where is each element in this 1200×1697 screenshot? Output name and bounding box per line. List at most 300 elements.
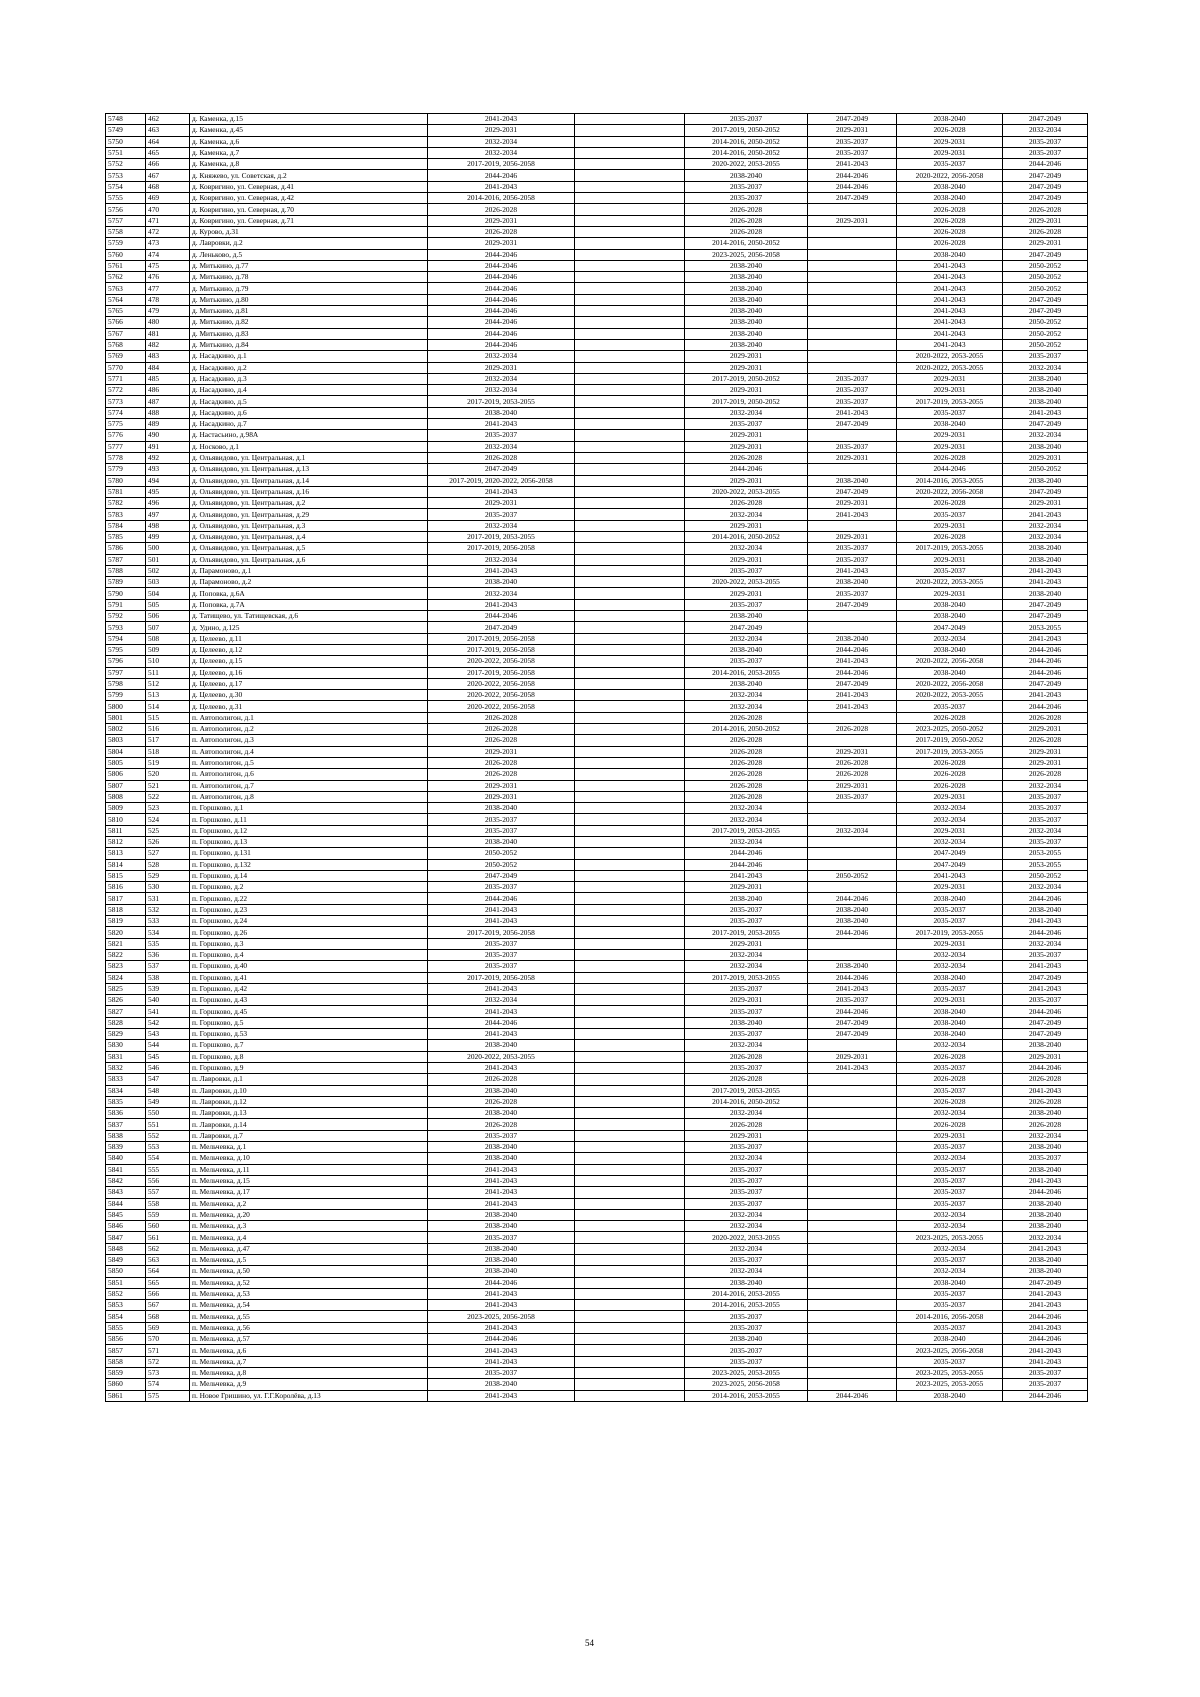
cell-period-d [808,1322,897,1333]
table-row [106,678,1088,689]
cell-period-d: 2041-2043 [808,983,897,994]
cell-period-a: 2044-2046 [428,317,575,328]
cell-period-b [575,1221,685,1232]
cell-period-c: 2035-2037 [685,1356,808,1367]
table-row [106,543,1088,554]
cell-period-e: 2041-2043 [897,272,1003,283]
cell-period-a: 2041-2043 [428,565,575,576]
table-row [106,1322,1088,1333]
cell-house-number: 563 [146,1254,190,1265]
cell-address: д. Митькино, д.83 [190,328,428,339]
cell-period-c: 2035-2037 [685,904,808,915]
cell-period-f: 2044-2046 [1003,667,1088,678]
cell-row-index: 5749 [106,125,146,136]
cell-house-number: 542 [146,1017,190,1028]
cell-period-f: 2032-2034 [1003,938,1088,949]
table-row [106,1153,1088,1164]
cell-house-number: 565 [146,1277,190,1288]
cell-period-b [575,622,685,633]
cell-period-a: 2020-2022, 2056-2058 [428,656,575,667]
cell-period-f: 2038-2040 [1003,441,1088,452]
cell-period-c: 2038-2040 [685,283,808,294]
cell-period-d [808,1198,897,1209]
cell-period-f: 2047-2049 [1003,114,1088,125]
cell-row-index: 5788 [106,565,146,576]
cell-house-number: 483 [146,351,190,362]
cell-period-a: 2038-2040 [428,837,575,848]
cell-house-number: 494 [146,475,190,486]
cell-period-d [808,1379,897,1390]
cell-house-number: 485 [146,373,190,384]
cell-period-b [575,972,685,983]
cell-period-a: 2029-2031 [428,215,575,226]
cell-period-d [808,1085,897,1096]
cell-period-c: 2032-2034 [685,633,808,644]
cell-period-f: 2038-2040 [1003,475,1088,486]
cell-house-number: 468 [146,181,190,192]
cell-address: п. Мельчевка, д.10 [190,1153,428,1164]
cell-period-a: 2044-2046 [428,1017,575,1028]
cell-period-e: 2020-2022, 2056-2058 [897,656,1003,667]
cell-address: д. Митькино, д.77 [190,260,428,271]
cell-period-f: 2047-2049 [1003,486,1088,497]
cell-period-e: 2023-2025, 2053-2055 [897,1367,1003,1378]
cell-period-b [575,712,685,723]
cell-period-d: 2038-2040 [808,904,897,915]
cell-period-d: 2044-2046 [808,644,897,655]
cell-row-index: 5775 [106,419,146,430]
cell-house-number: 537 [146,961,190,972]
cell-house-number: 547 [146,1074,190,1085]
cell-row-index: 5750 [106,136,146,147]
cell-house-number: 478 [146,294,190,305]
cell-period-d: 2050-2052 [808,870,897,881]
cell-row-index: 5808 [106,791,146,802]
cell-row-index: 5834 [106,1085,146,1096]
cell-address: д. Целеево, д.12 [190,644,428,655]
table-row [106,769,1088,780]
cell-period-b [575,1390,685,1401]
cell-address: п. Лавровки, д.13 [190,1108,428,1119]
cell-address: д. Митькино, д.84 [190,339,428,350]
cell-row-index: 5760 [106,249,146,260]
cell-period-b [575,260,685,271]
table-row [106,1334,1088,1345]
cell-period-f: 2044-2046 [1003,1334,1088,1345]
cell-period-a: 2047-2049 [428,464,575,475]
table-row [106,1040,1088,1051]
cell-period-c: 2044-2046 [685,464,808,475]
cell-period-b [575,543,685,554]
cell-house-number: 540 [146,995,190,1006]
cell-period-d [808,848,897,859]
cell-period-e: 2038-2040 [897,1017,1003,1028]
cell-period-d: 2041-2043 [808,159,897,170]
cell-period-f: 2035-2037 [1003,136,1088,147]
cell-period-d [808,1209,897,1220]
cell-period-c: 2017-2019, 2050-2052 [685,373,808,384]
cell-period-b [575,170,685,181]
cell-period-f: 2041-2043 [1003,1322,1088,1333]
cell-period-c: 2032-2034 [685,1243,808,1254]
cell-row-index: 5781 [106,486,146,497]
cell-address: д. Целеево, д.15 [190,656,428,667]
cell-period-f: 2026-2028 [1003,226,1088,237]
cell-period-a: 2032-2034 [428,136,575,147]
cell-period-a: 2017-2019, 2020-2022, 2056-2058 [428,475,575,486]
table-row [106,780,1088,791]
cell-period-b [575,249,685,260]
cell-period-c: 2041-2043 [685,870,808,881]
cell-period-f: 2041-2043 [1003,1356,1088,1367]
cell-period-c: 2017-2019, 2053-2055 [685,972,808,983]
cell-period-b [575,1367,685,1378]
cell-period-e: 2029-2031 [897,430,1003,441]
table-row [106,893,1088,904]
cell-row-index: 5816 [106,882,146,893]
cell-period-f: 2032-2034 [1003,362,1088,373]
table-row [106,882,1088,893]
cell-period-d: 2041-2043 [808,509,897,520]
cell-period-e: 2029-2031 [897,136,1003,147]
cell-address: д. Ольявидово, ул. Центральная, д.16 [190,486,428,497]
cell-house-number: 504 [146,588,190,599]
cell-period-c: 2035-2037 [685,1254,808,1265]
cell-row-index: 5840 [106,1153,146,1164]
cell-period-d: 2041-2043 [808,407,897,418]
cell-address: д. Ольявидово, ул. Центральная, д.5 [190,543,428,554]
cell-address: д. Ольявидово, ул. Центральная, д.1 [190,452,428,463]
cell-period-d: 2038-2040 [808,475,897,486]
cell-address: п. Горшково, д.13 [190,837,428,848]
cell-address: п. Горшково, д.42 [190,983,428,994]
cell-period-f: 2047-2049 [1003,419,1088,430]
cell-period-a: 2029-2031 [428,746,575,757]
cell-period-c: 2017-2019, 2053-2055 [685,825,808,836]
table-row [106,385,1088,396]
cell-period-f: 2050-2052 [1003,272,1088,283]
cell-period-f: 2044-2046 [1003,1187,1088,1198]
table-row [106,746,1088,757]
cell-period-d: 2047-2049 [808,486,897,497]
cell-period-d: 2029-2031 [808,780,897,791]
cell-period-d [808,1232,897,1243]
cell-period-d: 2035-2037 [808,791,897,802]
cell-row-index: 5839 [106,1142,146,1153]
table-row [106,283,1088,294]
cell-address: д. Ольявидово, ул. Центральная, д.14 [190,475,428,486]
cell-period-c: 2038-2040 [685,1334,808,1345]
cell-period-f: 2047-2049 [1003,294,1088,305]
cell-period-e: 2035-2037 [897,1198,1003,1209]
cell-period-f: 2038-2040 [1003,588,1088,599]
cell-period-b [575,554,685,565]
cell-period-e: 2017-2019, 2053-2055 [897,396,1003,407]
cell-row-index: 5824 [106,972,146,983]
table-row [106,272,1088,283]
cell-house-number: 514 [146,701,190,712]
cell-period-a: 2032-2034 [428,351,575,362]
cell-period-d [808,226,897,237]
cell-period-d: 2035-2037 [808,588,897,599]
cell-period-a: 2032-2034 [428,147,575,158]
table-row [106,1175,1088,1186]
cell-address: п. Автополигон, д.3 [190,735,428,746]
cell-house-number: 557 [146,1187,190,1198]
cell-row-index: 5774 [106,407,146,418]
cell-period-c: 2014-2016, 2053-2055 [685,667,808,678]
cell-period-f: 2050-2052 [1003,283,1088,294]
cell-period-c: 2026-2028 [685,712,808,723]
cell-house-number: 488 [146,407,190,418]
cell-period-a: 2041-2043 [428,1288,575,1299]
cell-period-a: 2038-2040 [428,1266,575,1277]
cell-period-f: 2038-2040 [1003,396,1088,407]
cell-period-c: 2038-2040 [685,260,808,271]
cell-period-d: 2035-2037 [808,995,897,1006]
cell-address: п. Мельчевка, д.56 [190,1322,428,1333]
cell-period-a: 2017-2019, 2056-2058 [428,667,575,678]
cell-period-d [808,1300,897,1311]
cell-row-index: 5829 [106,1029,146,1040]
table-row [106,373,1088,384]
cell-house-number: 512 [146,678,190,689]
cell-period-d [808,1266,897,1277]
cell-house-number: 503 [146,577,190,588]
cell-period-b [575,735,685,746]
cell-period-d: 2044-2046 [808,1006,897,1017]
cell-period-b [575,1029,685,1040]
cell-period-c: 2026-2028 [685,746,808,757]
cell-row-index: 5784 [106,520,146,531]
cell-row-index: 5833 [106,1074,146,1085]
cell-period-b [575,509,685,520]
cell-period-e: 2032-2034 [897,949,1003,960]
cell-house-number: 549 [146,1096,190,1107]
cell-house-number: 532 [146,904,190,915]
cell-period-e: 2041-2043 [897,260,1003,271]
cell-period-c: 2014-2016, 2050-2052 [685,147,808,158]
cell-period-d: 2029-2031 [808,1051,897,1062]
cell-period-b [575,565,685,576]
cell-period-b [575,916,685,927]
cell-period-f: 2041-2043 [1003,565,1088,576]
cell-period-e: 2032-2034 [897,814,1003,825]
cell-period-e: 2035-2037 [897,1322,1003,1333]
cell-period-a: 2032-2034 [428,995,575,1006]
table-row [106,938,1088,949]
cell-period-e: 2038-2040 [897,193,1003,204]
cell-house-number: 543 [146,1029,190,1040]
cell-house-number: 508 [146,633,190,644]
table-row [106,1108,1088,1119]
cell-period-e: 2035-2037 [897,916,1003,927]
cell-period-b [575,147,685,158]
cell-period-c: 2026-2028 [685,780,808,791]
cell-row-index: 5779 [106,464,146,475]
cell-row-index: 5853 [106,1300,146,1311]
cell-period-f: 2044-2046 [1003,1006,1088,1017]
cell-row-index: 5786 [106,543,146,554]
cell-house-number: 491 [146,441,190,452]
cell-period-c: 2023-2025, 2053-2055 [685,1367,808,1378]
table-row [106,1221,1088,1232]
cell-house-number: 527 [146,848,190,859]
cell-address: д. Лавровки, д.2 [190,238,428,249]
cell-period-f: 2032-2034 [1003,125,1088,136]
cell-period-d [808,814,897,825]
cell-period-c: 2035-2037 [685,1029,808,1040]
table-row [106,554,1088,565]
cell-house-number: 553 [146,1142,190,1153]
cell-address: п. Горшково, д.7 [190,1040,428,1051]
cell-address: д. Ковригино, ул. Северная, д.41 [190,181,428,192]
cell-house-number: 562 [146,1243,190,1254]
cell-period-b [575,1288,685,1299]
cell-period-a: 2038-2040 [428,1085,575,1096]
cell-address: д. Каменка, д.6 [190,136,428,147]
table-row [106,464,1088,475]
cell-period-b [575,757,685,768]
cell-row-index: 5762 [106,272,146,283]
cell-period-a: 2026-2028 [428,757,575,768]
page-number: 54 [585,1638,594,1648]
cell-period-e: 2020-2022, 2053-2055 [897,351,1003,362]
cell-period-e: 2026-2028 [897,226,1003,237]
cell-period-b [575,339,685,350]
cell-period-f: 2050-2052 [1003,328,1088,339]
cell-row-index: 5810 [106,814,146,825]
cell-period-f: 2041-2043 [1003,1085,1088,1096]
cell-address: д. Ковригино, ул. Северная, д.70 [190,204,428,215]
cell-period-d: 2044-2046 [808,893,897,904]
table-row [106,441,1088,452]
cell-period-d [808,1187,897,1198]
cell-period-b [575,193,685,204]
cell-period-a: 2029-2031 [428,362,575,373]
cell-row-index: 5787 [106,554,146,565]
cell-period-b [575,633,685,644]
cell-period-f: 2044-2046 [1003,927,1088,938]
cell-period-b [575,599,685,610]
cell-period-e: 2035-2037 [897,1300,1003,1311]
cell-period-d [808,1334,897,1345]
cell-address: д. Каменка, д.7 [190,147,428,158]
cell-period-e: 2038-2040 [897,249,1003,260]
cell-period-e: 2032-2034 [897,1040,1003,1051]
cell-period-b [575,927,685,938]
cell-period-b [575,961,685,972]
cell-row-index: 5804 [106,746,146,757]
cell-address: д. Митькино, д.79 [190,283,428,294]
table-row [106,260,1088,271]
cell-period-d [808,1345,897,1356]
cell-address: д. Насадкино, д.3 [190,373,428,384]
cell-house-number: 570 [146,1334,190,1345]
cell-period-b [575,498,685,509]
cell-period-b [575,430,685,441]
table-row [106,1356,1088,1367]
cell-period-b [575,373,685,384]
cell-address: д. Ковригино, ул. Северная, д.42 [190,193,428,204]
cell-period-f: 2041-2043 [1003,577,1088,588]
cell-period-f: 2041-2043 [1003,1345,1088,1356]
cell-row-index: 5844 [106,1198,146,1209]
cell-address: д. Ковригино, ул. Северная, д.71 [190,215,428,226]
cell-period-d [808,859,897,870]
cell-house-number: 481 [146,328,190,339]
cell-period-e: 2032-2034 [897,1153,1003,1164]
cell-row-index: 5817 [106,893,146,904]
cell-period-c: 2038-2040 [685,328,808,339]
cell-period-f: 2038-2040 [1003,1198,1088,1209]
table-row [106,249,1088,260]
cell-period-f: 2026-2028 [1003,769,1088,780]
cell-address: д. Каменка, д.15 [190,114,428,125]
cell-row-index: 5800 [106,701,146,712]
cell-period-b [575,995,685,1006]
cell-period-f: 2047-2049 [1003,599,1088,610]
cell-period-a: 2017-2019, 2056-2058 [428,543,575,554]
cell-address: д. Ольявидово, ул. Центральная, д.29 [190,509,428,520]
cell-period-a: 2041-2043 [428,114,575,125]
cell-period-b [575,690,685,701]
table-row [106,1367,1088,1378]
cell-house-number: 523 [146,803,190,814]
cell-period-f: 2044-2046 [1003,1390,1088,1401]
cell-period-e: 2032-2034 [897,1108,1003,1119]
cell-period-f: 2041-2043 [1003,983,1088,994]
cell-period-f: 2047-2049 [1003,1029,1088,1040]
cell-period-e: 2023-2025, 2056-2058 [897,1345,1003,1356]
cell-period-c: 2035-2037 [685,114,808,125]
cell-period-f: 2044-2046 [1003,1311,1088,1322]
schedule-table [105,113,1088,1402]
cell-period-e: 2035-2037 [897,565,1003,576]
cell-period-a: 2035-2037 [428,430,575,441]
cell-period-e: 2038-2040 [897,599,1003,610]
cell-period-c: 2014-2016, 2050-2052 [685,1096,808,1107]
cell-period-b [575,1040,685,1051]
cell-period-f: 2050-2052 [1003,870,1088,881]
table-row [106,1311,1088,1322]
cell-period-f: 2038-2040 [1003,543,1088,554]
cell-row-index: 5763 [106,283,146,294]
table-row [106,870,1088,881]
cell-row-index: 5825 [106,983,146,994]
cell-address: п. Новое Гришино, ул. Г.Г.Королёва, д.13 [190,1390,428,1401]
cell-period-f: 2041-2043 [1003,690,1088,701]
table-row [106,1029,1088,1040]
table-row [106,509,1088,520]
table-row [106,396,1088,407]
cell-period-d: 2026-2028 [808,769,897,780]
cell-period-e: 2032-2034 [897,633,1003,644]
cell-row-index: 5813 [106,848,146,859]
cell-period-f: 2041-2043 [1003,1288,1088,1299]
cell-house-number: 545 [146,1051,190,1062]
cell-period-a: 2044-2046 [428,283,575,294]
cell-period-a: 2041-2043 [428,1175,575,1186]
cell-period-b [575,1153,685,1164]
cell-period-d [808,204,897,215]
cell-period-f: 2041-2043 [1003,1300,1088,1311]
cell-row-index: 5848 [106,1243,146,1254]
table-row [106,791,1088,802]
cell-house-number: 569 [146,1322,190,1333]
cell-address: п. Мельчевка, д.9 [190,1379,428,1390]
cell-period-c: 2026-2028 [685,215,808,226]
